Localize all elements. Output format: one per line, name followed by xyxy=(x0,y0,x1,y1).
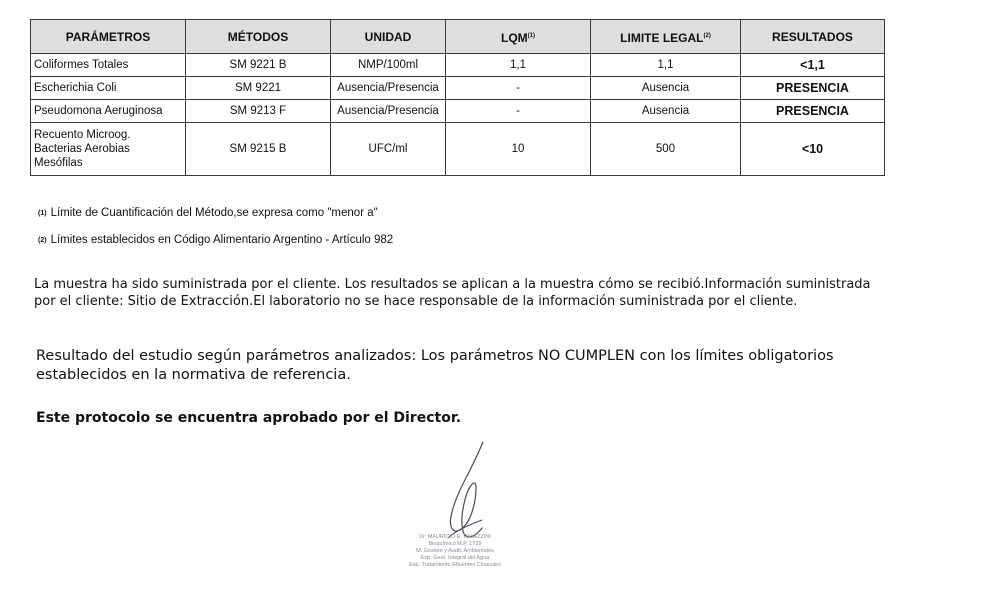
header-lqm xyxy=(446,20,591,54)
table-row xyxy=(31,123,885,176)
table-row xyxy=(31,100,885,123)
signature-stamp xyxy=(390,534,520,569)
footnote-mark: (2) xyxy=(38,237,47,244)
cell-metodo: SM 9215 B xyxy=(186,123,331,176)
cell-limite: 500 xyxy=(591,123,741,176)
stamp-line: Bioquímico M.P. 1729 xyxy=(428,541,482,547)
footnote-1 xyxy=(38,207,378,219)
cell-lqm: 1,1 xyxy=(446,54,591,77)
table-row xyxy=(31,54,885,77)
header-lqm-mark: (1) xyxy=(527,32,535,39)
cell-metodo: SM 9221 B xyxy=(186,54,331,77)
cell-parametro-line: Recuento Microog. xyxy=(34,129,131,141)
header-resultados: RESULTADOS xyxy=(741,20,885,54)
director-approval: Este protocolo se encuentra aprobado por el Director. xyxy=(36,410,462,426)
stamp-line: Dr. MAURICIO E. PALAZZINI xyxy=(419,534,491,540)
table-header-row xyxy=(31,20,885,54)
stamp-line: Esp. Tratamiento Efluentes Cloacales xyxy=(409,562,501,568)
cell-unidad: UFC/ml xyxy=(331,123,446,176)
footnote-mark: (1) xyxy=(38,210,47,217)
cell-lqm: - xyxy=(446,100,591,123)
cell-limite: Ausencia xyxy=(591,100,741,123)
header-limite-label: LIMITE LEGAL xyxy=(620,30,704,45)
cell-metodo: SM 9213 F xyxy=(186,100,331,123)
cell-lqm: 10 xyxy=(446,123,591,176)
cell-lqm: - xyxy=(446,77,591,100)
header-limite-mark: (2) xyxy=(703,32,711,39)
results-table xyxy=(30,19,885,176)
cell-parametro-line: Bacterias Aerobias xyxy=(34,143,130,155)
cell-metodo: SM 9221 xyxy=(186,77,331,100)
cell-parametro: Pseudomona Aeruginosa xyxy=(31,100,186,123)
cell-resultado: <10 xyxy=(741,123,885,176)
header-lqm-label: LQM xyxy=(500,30,528,45)
table-row xyxy=(31,77,885,100)
footnote-text: Límites establecidos en Código Alimentario Argentino - Artículo 982 xyxy=(50,234,394,246)
cell-parametro: Escherichia Coli xyxy=(31,77,186,100)
cell-limite: 1,1 xyxy=(591,54,741,77)
cell-limite: Ausencia xyxy=(591,77,741,100)
header-unidad: UNIDAD xyxy=(331,20,446,54)
cell-parametro-line: Mesófilas xyxy=(34,157,83,169)
cell-resultado: <1,1 xyxy=(741,54,885,77)
cell-unidad: Ausencia/Presencia xyxy=(331,77,446,100)
cell-resultado: PRESENCIA xyxy=(741,77,885,100)
footnote-2 xyxy=(38,234,393,246)
stamp-line: Esp. Gest. Integral del Agua xyxy=(420,555,490,561)
cell-unidad: NMP/100ml xyxy=(331,54,446,77)
cell-parametro: Coliformes Totales xyxy=(31,54,186,77)
client-sample-note: La muestra ha sido suministrada por el cliente. Los resultados se aplican a la muestra cómo se recibió.Información suministrada por el cliente: Sitio de Extracción.El laboratorio no se hace responsable de la información suministrada por el cliente. xyxy=(34,277,871,309)
cell-parametro xyxy=(31,123,186,176)
header-parametros: PARÁMETROS xyxy=(31,20,186,54)
cell-unidad: Ausencia/Presencia xyxy=(331,100,446,123)
stamp-line: M. Gestión y Audit. Ambientales xyxy=(416,548,494,554)
study-result-statement: Resultado del estudio según parámetros analizados: Los parámetros NO CUMPLEN con los límites obligatorios establecidos en la normativa de referencia. xyxy=(36,348,834,383)
header-metodos: MÉTODOS xyxy=(186,20,331,54)
header-limite-legal xyxy=(591,20,741,54)
footnote-text: Límite de Cuantificación del Método,se expresa como "menor a" xyxy=(50,207,378,219)
cell-resultado: PRESENCIA xyxy=(741,100,885,123)
